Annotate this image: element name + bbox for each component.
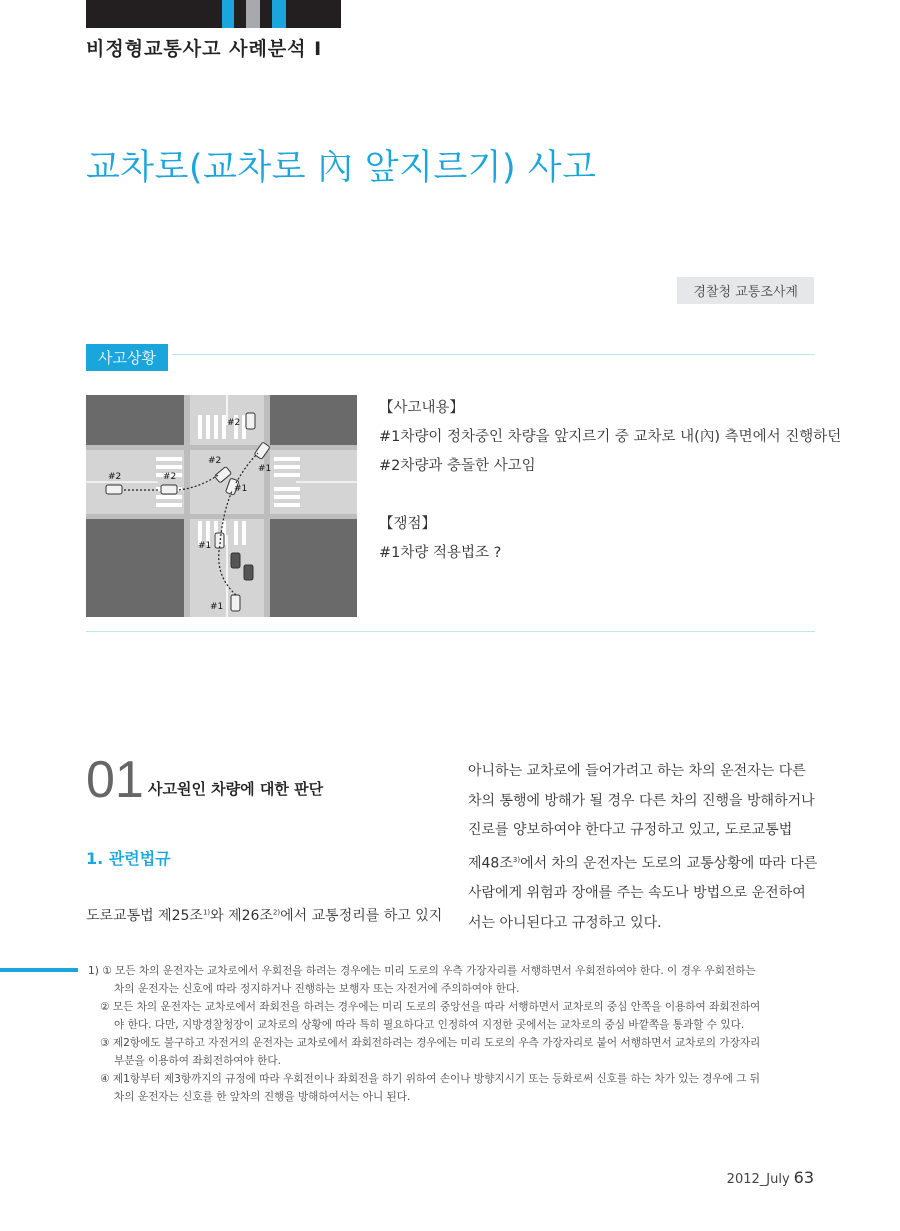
footnote-line: ② 모든 차의 운전자는 교차로에서 좌회전을 하려는 경우에는 미리 도로의 중앙선을 따라 서행하면서 교차로의 중심 안쪽을 이용하여 좌회전하여 [100, 1001, 761, 1013]
diagram-label-v2-left-far: #2 [108, 472, 122, 482]
section-divider [172, 354, 815, 355]
footnote-line: 1) ① 모든 차의 운전자는 교차로에서 우회전을 하려는 경우에는 미리 도로의 우측 가장자리를 서행하면서 우회전하여야 한다. 이 경우 우회전하는 [88, 965, 756, 977]
content-heading: 【사고내용】 [379, 400, 465, 416]
footnotes [88, 962, 818, 1106]
section-heading: 사고원인 차량에 대한 판단 [148, 780, 324, 798]
series-title: 비정형교통사고 사례분석 I [86, 38, 323, 60]
page-number: 63 [793, 1168, 814, 1187]
footnote-line: 부분을 이용하여 좌회전하여야 한다. [114, 1055, 281, 1067]
content-line-1: #1차량이 정차중인 차량을 앞지르기 중 교차로 내(內) 측면에서 진행하던 [379, 429, 842, 445]
situation-bottom-divider [86, 631, 815, 632]
footnote-line: 차의 운전자는 신호에 따라 정지하거나 진행하는 보행자 또는 자전거에 주의하여야 한다. [114, 983, 520, 995]
section-tag-situation: 사고상황 [86, 344, 168, 371]
accident-info [379, 394, 842, 568]
author-badge: 경찰청 교통조사계 [677, 277, 814, 304]
header-decoration-bar [86, 0, 341, 28]
right-column-paragraph: 아니하는 교차로에 들어가려고 하는 차의 운전자는 다른 차의 통행에 방해가 될 경우 다른 차의 진행을 방해하거나 진로를 양보하여야 한다고 규정하고 있고, 도로교통법 제48조$^{3)}$에서 차의 운전자는 도로의 교통상황에 따라 다른 사람에게 위험과 장애를 주는 속도나 방법으로 운전하여 서는 아니된다고 규정하고 있다. [468, 763, 818, 931]
footnote-marker [0, 968, 78, 972]
issue-heading: 【쟁점】 [379, 516, 437, 532]
footnote-line: ④ 제1항부터 제3항까지의 규정에 따라 우회전이나 좌회전을 하기 위하여 손이나 방향지시기 또는 등화로써 신호를 하는 차가 있는 경우에 그 뒤 [100, 1073, 761, 1085]
diagram-label-v2-top: #2 [208, 456, 222, 466]
footnote-line: ③ 제2항에도 불구하고 자전거의 운전자는 교차로에서 좌회전하려는 경우에는 미리 도로의 우측 가장자리로 붙어 서행하면서 교차로의 가장자리 [100, 1037, 761, 1049]
intersection-diagram [86, 395, 357, 617]
issue-label: 2012_July [726, 1172, 790, 1187]
subsection-heading: 1. 관련법규 [86, 849, 171, 868]
article-title: 교차로(교차로 內 앞지르기) 사고 [86, 148, 597, 188]
section-number: 01 [86, 751, 144, 809]
page-footer [727, 1168, 814, 1187]
diagram-label-v1-lower: #1 [198, 541, 212, 551]
issue-line: #1차량 적용법조 ? [379, 545, 502, 561]
left-paragraph: 도로교통법 제25조$^{1)}$와 제26조$^{2)}$에서 교통정리를 하고 있지 [86, 908, 443, 924]
content-line-2: #2차량과 충돌한 사고임 [379, 458, 536, 474]
diagram-label-v2-parked: #2 [227, 418, 241, 428]
footnote-line: 차의 운전자는 신호를 한 앞차의 진행을 방해하여서는 아니 된다. [114, 1091, 411, 1103]
diagram-label-v2-left-near: #2 [163, 472, 177, 482]
diagram-label-v1-side: #1 [258, 464, 272, 474]
diagram-label-v1-mid: #1 [234, 484, 248, 494]
diagram-label-v1-bottom: #1 [210, 602, 224, 612]
footnote-line: 야 한다. 다만, 지방경찰청장이 교차로의 상황에 따라 특히 필요하다고 인정하여 지정한 곳에서는 교차로의 중심 바깥쪽을 통과할 수 있다. [114, 1019, 745, 1031]
